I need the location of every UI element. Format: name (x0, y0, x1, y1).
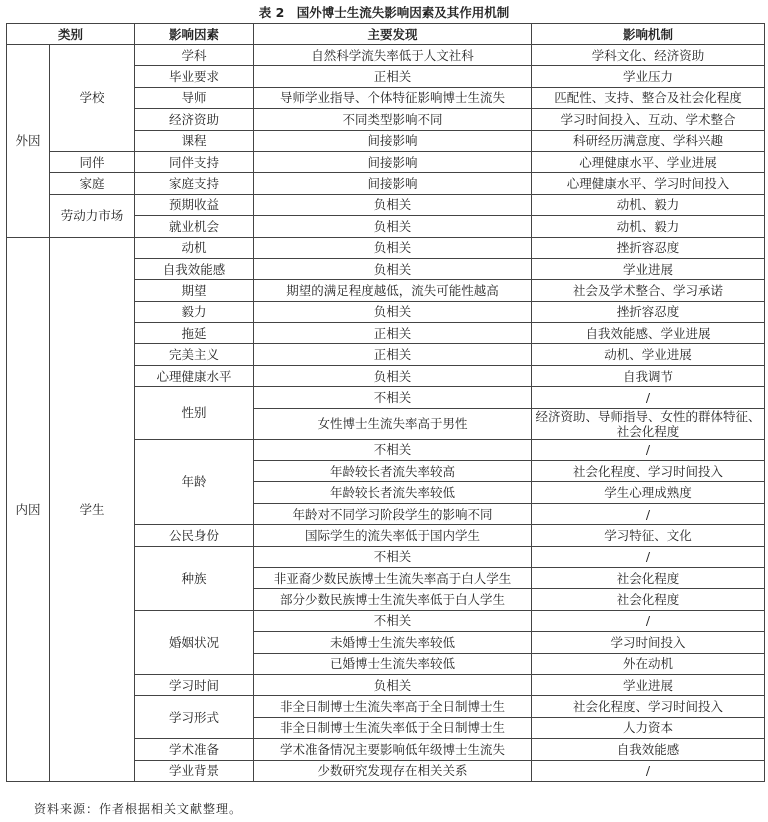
mechanism-cell: 社会化程度、学习时间投入 (532, 696, 765, 717)
factor-cell: 学术准备 (135, 739, 254, 760)
mechanism-cell: 动机、毅力 (532, 194, 765, 215)
mechanism-cell: 学习特征、文化 (532, 525, 765, 546)
mechanism-cell: 学习时间投入 (532, 632, 765, 653)
finding-cell: 国际学生的流失率低于国内学生 (254, 525, 532, 546)
finding-cell: 负相关 (254, 258, 532, 279)
factor-cell: 完美主义 (135, 344, 254, 365)
group-cell: 同伴 (50, 151, 135, 172)
finding-cell: 不相关 (254, 610, 532, 631)
header-finding: 主要发现 (254, 24, 532, 45)
mechanism-cell: / (532, 610, 765, 631)
finding-cell: 不相关 (254, 546, 532, 567)
finding-cell: 自然科学流失率低于人文社科 (254, 45, 532, 66)
mechanism-cell: 人力资本 (532, 717, 765, 738)
factor-cell: 婚姻状况 (135, 610, 254, 674)
factor-cell: 自我效能感 (135, 258, 254, 279)
mechanism-cell: 社会化程度、学习时间投入 (532, 461, 765, 482)
header-factor: 影响因素 (135, 24, 254, 45)
finding-cell: 负相关 (254, 216, 532, 237)
factor-cell: 家庭支持 (135, 173, 254, 194)
finding-cell: 负相关 (254, 301, 532, 322)
mechanism-cell: 学生心理成熟度 (532, 482, 765, 503)
table-row (7, 151, 765, 172)
table-row (7, 237, 765, 258)
mechanism-cell: 自我调节 (532, 365, 765, 386)
mechanism-cell: 社会及学术整合、学习承诺 (532, 280, 765, 301)
header-category: 类别 (7, 24, 135, 45)
factor-cell: 预期收益 (135, 194, 254, 215)
factor-cell: 学习形式 (135, 696, 254, 739)
mechanism-cell: 学科文化、经济资助 (532, 45, 765, 66)
group-cell: 学生 (50, 237, 135, 781)
factor-cell: 拖延 (135, 323, 254, 344)
group-cell: 学校 (50, 45, 135, 152)
table-row (7, 194, 765, 215)
factor-cell: 种族 (135, 546, 254, 610)
finding-cell: 期望的满足程度越低，流失可能性越高 (254, 280, 532, 301)
finding-cell: 年龄较长者流失率较高 (254, 461, 532, 482)
finding-cell: 负相关 (254, 237, 532, 258)
table-title: 表 2 国外博士生流失影响因素及其作用机制 (258, 5, 510, 20)
mechanism-cell: 社会化程度 (532, 589, 765, 610)
factor-cell: 毅力 (135, 301, 254, 322)
finding-cell: 少数研究发现存在相关关系 (254, 760, 532, 781)
factor-cell: 年龄 (135, 439, 254, 525)
finding-cell: 部分少数民族博士生流失率低于白人学生 (254, 589, 532, 610)
factor-cell: 就业机会 (135, 216, 254, 237)
finding-cell: 女性博士生流失率高于男性 (254, 408, 532, 439)
group-cell: 家庭 (50, 173, 135, 194)
factor-cell: 导师 (135, 87, 254, 108)
mechanism-cell: / (532, 439, 765, 460)
mechanism-cell: / (532, 387, 765, 408)
finding-cell: 负相关 (254, 674, 532, 695)
table-row (7, 173, 765, 194)
mechanism-cell: / (532, 546, 765, 567)
mechanism-cell: 动机、学业进展 (532, 344, 765, 365)
finding-cell: 非亚裔少数民族博士生流失率高于白人学生 (254, 567, 532, 588)
factor-cell: 公民身份 (135, 525, 254, 546)
finding-cell: 未婚博士生流失率较低 (254, 632, 532, 653)
finding-cell: 不相关 (254, 387, 532, 408)
factor-cell: 学科 (135, 45, 254, 66)
mechanism-cell: 挫折容忍度 (532, 301, 765, 322)
finding-cell: 间接影响 (254, 130, 532, 151)
factor-cell: 学业背景 (135, 760, 254, 781)
finding-cell: 间接影响 (254, 151, 532, 172)
factor-cell: 毕业要求 (135, 66, 254, 87)
factor-cell: 经济资助 (135, 109, 254, 130)
mechanism-cell: 科研经历满意度、学科兴趣 (532, 130, 765, 151)
finding-cell: 负相关 (254, 194, 532, 215)
finding-cell: 负相关 (254, 365, 532, 386)
finding-cell: 非全日制博士生流失率低于全日制博士生 (254, 717, 532, 738)
mechanism-cell: 学习时间投入、互动、学术整合 (532, 109, 765, 130)
finding-cell: 正相关 (254, 66, 532, 87)
finding-cell: 正相关 (254, 323, 532, 344)
factor-cell: 动机 (135, 237, 254, 258)
finding-cell: 年龄较长者流失率较低 (254, 482, 532, 503)
category-cell: 外因 (7, 45, 50, 238)
mechanism-cell: 心理健康水平、学习时间投入 (532, 173, 765, 194)
group-cell: 劳动力市场 (50, 194, 135, 237)
factor-cell: 性别 (135, 387, 254, 439)
mechanism-cell: 外在动机 (532, 653, 765, 674)
factor-cell: 心理健康水平 (135, 365, 254, 386)
factor-cell: 期望 (135, 280, 254, 301)
factor-cell: 同伴支持 (135, 151, 254, 172)
mechanism-cell: / (532, 760, 765, 781)
mechanism-cell: 经济资助、导师指导、女性的群体特征、社会化程度 (532, 408, 765, 439)
finding-cell: 间接影响 (254, 173, 532, 194)
finding-cell: 不同类型影响不同 (254, 109, 532, 130)
source-note: 资料来源：作者根据相关文献整理。 (34, 802, 243, 816)
mechanism-cell: / (532, 503, 765, 524)
mechanism-cell: 社会化程度 (532, 567, 765, 588)
mechanism-cell: 匹配性、支持、整合及社会化程度 (532, 87, 765, 108)
mechanism-cell: 学业进展 (532, 674, 765, 695)
mechanism-cell: 自我效能感、学业进展 (532, 323, 765, 344)
mechanism-cell: 心理健康水平、学业进展 (532, 151, 765, 172)
mechanism-cell: 学业进展 (532, 258, 765, 279)
mechanism-cell: 挫折容忍度 (532, 237, 765, 258)
factor-cell: 课程 (135, 130, 254, 151)
mechanism-cell: 动机、毅力 (532, 216, 765, 237)
finding-cell: 非全日制博士生流失率高于全日制博士生 (254, 696, 532, 717)
finding-cell: 已婚博士生流失率较低 (254, 653, 532, 674)
header-mechanism: 影响机制 (532, 24, 765, 45)
category-cell: 内因 (7, 237, 50, 781)
table-body (7, 45, 765, 782)
table-row (7, 45, 765, 66)
finding-cell: 年龄对不同学习阶段学生的影响不同 (254, 503, 532, 524)
finding-cell: 导师学业指导、个体特征影响博士生流失 (254, 87, 532, 108)
finding-cell: 学术准备情况主要影响低年级博士生流失 (254, 739, 532, 760)
factor-cell: 学习时间 (135, 674, 254, 695)
mechanism-cell: 自我效能感 (532, 739, 765, 760)
header-row (7, 24, 765, 45)
finding-cell: 正相关 (254, 344, 532, 365)
mechanism-cell: 学业压力 (532, 66, 765, 87)
factors-table (6, 23, 765, 782)
finding-cell: 不相关 (254, 439, 532, 460)
